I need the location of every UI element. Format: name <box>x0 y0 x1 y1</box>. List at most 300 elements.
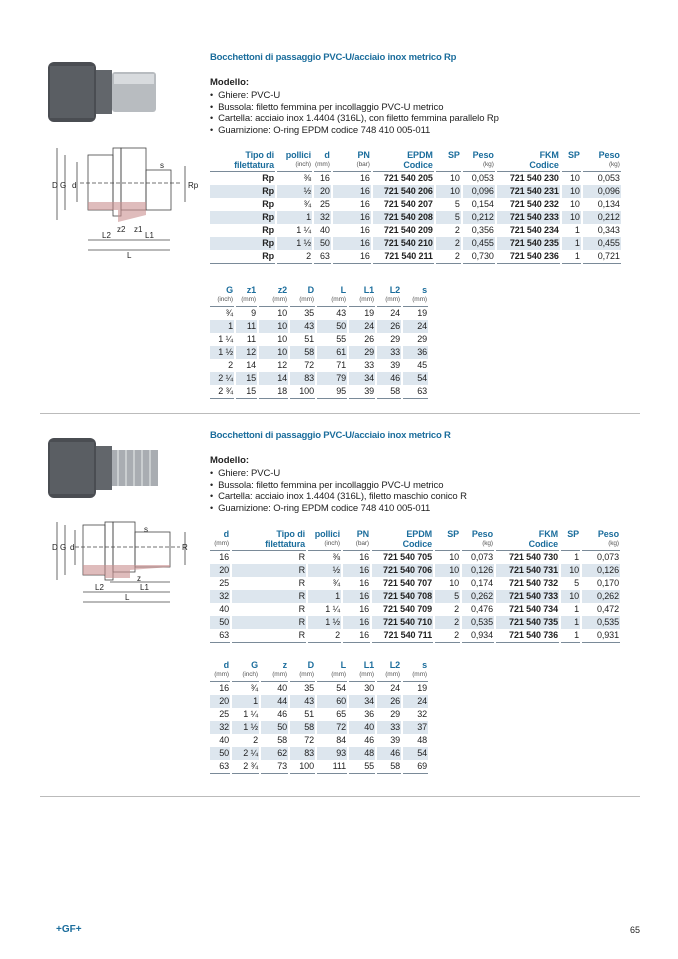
column-header-label: z1 <box>246 285 256 295</box>
table-header-row <box>210 285 428 307</box>
table-cell: 54 <box>336 683 346 693</box>
diagram-label-L: L <box>125 593 130 602</box>
column-header <box>210 529 230 551</box>
table-cell: 721 540 706 <box>372 564 433 577</box>
table-cell: 71 <box>336 360 346 370</box>
table-cell: 721 540 709 <box>383 604 432 614</box>
table-cell: 32 <box>210 721 230 734</box>
table-cell: 30 <box>364 683 374 693</box>
column-header-label: G <box>251 660 258 670</box>
column-header-label: PN <box>356 529 369 539</box>
table-cell: 721 540 731 <box>496 564 559 577</box>
column-header <box>435 529 460 551</box>
table-cell: 33 <box>377 346 401 359</box>
column-header-label: Peso <box>471 529 493 539</box>
column-header-label: L1 <box>363 660 374 670</box>
column-header <box>290 285 315 307</box>
table-cell: 1 ½ <box>232 721 259 734</box>
table-cell: 1 ½ <box>277 237 312 250</box>
table-cell: 16 <box>343 564 370 577</box>
column-header <box>403 285 428 307</box>
table-cell: 12 <box>277 360 287 370</box>
table-cell: 721 540 211 <box>373 250 434 264</box>
table-cell: 1 <box>561 629 580 643</box>
table-cell: 1 <box>308 590 341 603</box>
diagram-label-d: d <box>70 543 75 552</box>
model-bullet: • Ghiere: PVC-U <box>210 90 499 102</box>
table-cell: 16 <box>343 590 370 603</box>
table-cell: 721 540 710 <box>372 616 433 629</box>
table-cell: 2 ¾ <box>210 385 234 399</box>
table-cell: 16 <box>359 199 370 209</box>
table-cell: 5 <box>435 590 460 603</box>
table-cell: R <box>232 629 306 643</box>
table-cell: 10 <box>277 308 287 318</box>
column-header <box>562 150 581 172</box>
table-cell: R <box>298 552 305 562</box>
table-cell: 24 <box>403 695 428 708</box>
table-cell: 63 <box>314 250 331 264</box>
table-cell: 0,212 <box>583 211 621 224</box>
table-cell: 24 <box>403 320 428 333</box>
table-cell: 43 <box>290 695 315 708</box>
diagram-label-G: G <box>60 543 67 552</box>
table-cell: 721 540 708 <box>372 590 433 603</box>
table-cell: 10 <box>449 173 460 183</box>
table-row <box>210 237 621 250</box>
section-divider <box>40 413 640 414</box>
table-cell: 721 540 707 <box>383 578 432 588</box>
table-cell: 50 <box>317 320 347 333</box>
column-header-sublabel: (mm) <box>214 540 229 547</box>
column-header-label: SP <box>567 529 579 539</box>
product-codes-table-rp <box>208 150 623 264</box>
table-row <box>210 590 620 603</box>
column-header <box>373 150 434 172</box>
table-row <box>210 747 428 760</box>
column-header-sublabel: (kg) <box>482 540 493 547</box>
table-cell: 1 ¼ <box>296 225 311 235</box>
column-header-sublabel: (bar) <box>356 161 370 168</box>
table-cell: 1 ¼ <box>325 604 340 614</box>
table-cell: ½ <box>308 564 341 577</box>
table-cell: 2 ¼ <box>210 372 234 385</box>
table-cell: 72 <box>304 360 314 370</box>
table-cell: 10 <box>562 211 581 224</box>
page-number: 65 <box>630 925 641 935</box>
column-header-label: pollici <box>314 529 340 539</box>
column-header-sublabel <box>437 160 460 170</box>
table-cell: 0,174 <box>470 578 493 588</box>
table-cell: 19 <box>364 308 374 318</box>
column-header <box>462 529 494 551</box>
table-cell: 721 540 711 <box>372 629 433 643</box>
table-cell: 1 ½ <box>308 616 341 629</box>
table-cell: R <box>232 616 306 629</box>
column-header-label: z2 <box>277 285 287 295</box>
table-cell: 10 <box>562 185 581 198</box>
section-title: Bocchettoni di passaggio PVC-U/acciaio inox metrico Rp <box>210 52 457 63</box>
table-cell: 20 <box>210 695 230 708</box>
table-cell: 721 540 236 <box>497 250 560 264</box>
table-cell: 34 <box>349 695 375 708</box>
table-cell: 0,053 <box>597 173 620 183</box>
column-header <box>314 150 331 172</box>
table-cell: 43 <box>336 308 346 318</box>
section-title: Bocchettoni di passaggio PVC-U/acciaio inox metrico R <box>210 430 451 441</box>
table-cell: 2 <box>435 629 460 643</box>
table-row <box>210 629 620 643</box>
column-header-label: s <box>422 660 427 670</box>
table-cell: 0,126 <box>462 564 494 577</box>
column-header <box>277 150 312 172</box>
table-cell: 25 <box>219 709 229 719</box>
table-row <box>210 307 428 320</box>
table-cell: 33 <box>377 721 401 734</box>
table-row <box>210 185 621 198</box>
column-header-label: L2 <box>389 660 400 670</box>
diagram-label-thread: Rp <box>188 181 199 190</box>
table-cell: 18 <box>259 385 288 399</box>
table-cell: 100 <box>290 760 315 774</box>
table-cell: 40 <box>219 604 229 614</box>
table-cell: 721 540 209 <box>383 225 433 235</box>
table-cell: 16 <box>343 616 370 629</box>
column-header-label: D <box>307 285 314 295</box>
table-row <box>210 616 620 629</box>
column-header-label: L <box>340 660 346 670</box>
table-cell: 721 540 210 <box>373 237 434 250</box>
table-cell: 48 <box>417 735 427 745</box>
column-header-sublabel: (mm) <box>412 671 427 678</box>
column-header-label: d <box>223 660 229 670</box>
table-cell: 0,934 <box>462 629 494 643</box>
column-header-label: Peso <box>597 529 619 539</box>
dimension-diagram-rp <box>40 140 200 260</box>
column-header-label: z <box>282 660 287 670</box>
table-cell: 12 <box>236 346 257 359</box>
table-cell: 35 <box>304 683 314 693</box>
table-cell: 9 <box>251 308 256 318</box>
table-row <box>210 346 428 359</box>
diagram-label-s: s <box>160 161 164 170</box>
table-row <box>210 603 620 616</box>
column-header-sublabel: (inch) <box>242 671 258 678</box>
column-header-sublabel: Codice <box>403 160 433 170</box>
model-heading: Modello: <box>210 77 250 88</box>
table-cell: 16 <box>319 173 330 183</box>
table-cell: 58 <box>290 346 315 359</box>
model-bullet: • Guarnizione: O-ring EPDM codice 748 410 005-011 <box>210 125 499 137</box>
table-cell: 16 <box>359 604 369 614</box>
column-header <box>403 660 428 682</box>
table-header-row <box>210 150 621 172</box>
column-header-label: FKM <box>539 150 559 160</box>
column-header <box>333 150 371 172</box>
table-cell: 721 540 205 <box>383 173 433 183</box>
table-cell: 26 <box>364 334 374 344</box>
table-cell: 54 <box>403 372 428 385</box>
table-cell: 2 <box>435 616 460 629</box>
product-photo-r <box>40 428 170 508</box>
table-cell: 51 <box>304 334 314 344</box>
table-cell: 2 <box>308 629 341 643</box>
table-cell: 721 540 208 <box>373 211 434 224</box>
model-bullet: • Guarnizione: O-ring EPDM codice 748 410 005-011 <box>210 503 467 515</box>
table-cell: 15 <box>236 372 257 385</box>
table-cell: 39 <box>390 360 400 370</box>
table-cell: 0,455 <box>463 237 495 250</box>
column-header-sublabel <box>436 539 459 549</box>
table-cell: 721 540 230 <box>509 173 559 183</box>
column-header-label: FKM <box>538 529 558 539</box>
table-cell: Rp <box>210 211 275 224</box>
table-row <box>210 708 428 721</box>
table-cell: 1 <box>562 237 581 250</box>
column-header-sublabel: (mm) <box>385 671 400 678</box>
column-header-label: EPDM <box>406 529 432 539</box>
table-cell: 1 <box>574 225 580 235</box>
table-cell: 0,053 <box>471 173 494 183</box>
table-cell: 34 <box>349 372 375 385</box>
table-cell: 33 <box>364 360 374 370</box>
table-cell: 2 ¾ <box>232 760 259 774</box>
table-row <box>210 760 428 774</box>
table-cell: ¾ <box>332 578 340 588</box>
product-photo-rp <box>40 52 170 132</box>
table-cell: 0,356 <box>471 225 494 235</box>
table-cell: 79 <box>317 372 347 385</box>
table-cell: 29 <box>417 334 427 344</box>
table-cell: 95 <box>317 385 347 399</box>
table-cell: 721 540 207 <box>383 199 433 209</box>
table-cell: 39 <box>390 735 400 745</box>
table-cell: 46 <box>364 735 374 745</box>
table-cell: 10 <box>436 185 461 198</box>
table-cell: 2 <box>454 604 459 614</box>
table-cell: 721 540 233 <box>497 211 560 224</box>
table-cell: ¾ <box>250 683 258 693</box>
column-header-sublabel: (inch) <box>324 540 340 547</box>
diagram-label-thread: R <box>182 543 188 552</box>
table-cell: 40 <box>319 225 330 235</box>
column-header <box>210 660 230 682</box>
diagram-label-z2: z2 <box>117 225 126 234</box>
table-cell: 62 <box>261 747 288 760</box>
table-cell: 51 <box>304 709 314 719</box>
column-header <box>496 529 559 551</box>
column-header-sublabel: (mm) <box>299 296 314 303</box>
table-row <box>210 198 621 211</box>
column-header-label: SP <box>447 529 459 539</box>
table-cell: 36 <box>403 346 428 359</box>
table-cell: 32 <box>314 211 331 224</box>
column-header-label: pollici <box>285 150 311 160</box>
table-cell: 10 <box>561 590 580 603</box>
table-cell: 20 <box>210 564 230 577</box>
table-cell: 10 <box>561 564 580 577</box>
table-cell: 40 <box>349 721 375 734</box>
table-cell: 1 <box>561 616 580 629</box>
table-cell: 29 <box>390 334 400 344</box>
column-header <box>317 660 347 682</box>
column-header-label: Tipo di <box>276 529 305 539</box>
diagram-label-L2: L2 <box>95 583 104 592</box>
table-cell: 0,472 <box>596 604 619 614</box>
column-header-sublabel: filettatura <box>265 539 305 549</box>
table-cell: 16 <box>359 578 369 588</box>
column-header <box>436 150 461 172</box>
table-cell: 73 <box>261 760 288 774</box>
diagram-label-d: d <box>72 181 77 190</box>
column-header <box>377 285 401 307</box>
table-cell: 11 <box>246 334 256 344</box>
table-cell: 16 <box>333 185 371 198</box>
table-cell: Rp <box>262 199 274 209</box>
column-header-sublabel <box>563 160 580 170</box>
table-cell: 2 <box>253 735 258 745</box>
column-header-sublabel: (inch) <box>295 161 311 168</box>
table-cell: 16 <box>359 552 369 562</box>
table-cell: 40 <box>277 683 287 693</box>
table-cell: 721 540 235 <box>497 237 560 250</box>
table-cell: 48 <box>349 747 375 760</box>
column-header-sublabel: Codice <box>402 539 432 549</box>
column-header-sublabel: (mm) <box>385 296 400 303</box>
table-cell: 83 <box>290 747 315 760</box>
table-cell: ⅜ <box>303 173 311 183</box>
table-cell: 721 540 732 <box>509 578 558 588</box>
table-cell: 25 <box>319 199 330 209</box>
table-cell: 55 <box>336 334 346 344</box>
table-cell: 10 <box>449 552 459 562</box>
table-cell: 84 <box>336 735 346 745</box>
table-cell: 0,262 <box>582 590 620 603</box>
table-cell: 0,535 <box>582 616 620 629</box>
table-cell: 20 <box>314 185 331 198</box>
diagram-label-L1: L1 <box>145 231 154 240</box>
table-row <box>210 682 428 695</box>
table-cell: 50 <box>210 747 230 760</box>
column-header-label: SP <box>567 150 580 160</box>
table-cell: 50 <box>314 237 331 250</box>
table-cell: 2 ¼ <box>232 747 259 760</box>
table-cell: 10 <box>569 173 580 183</box>
model-bullet: • Cartella: acciaio inox 1.4404 (316L), filetto maschio conico R <box>210 491 467 503</box>
table-cell: 16 <box>333 237 371 250</box>
table-row <box>210 372 428 385</box>
column-header-sublabel: (kg) <box>608 540 619 547</box>
table-cell: 721 540 206 <box>373 185 434 198</box>
column-header-sublabel: (mm) <box>331 671 346 678</box>
table-cell: 721 540 234 <box>509 225 559 235</box>
column-header-sublabel: (mm) <box>214 671 229 678</box>
table-cell: 2 <box>228 360 233 370</box>
column-header-label: Tipo di <box>245 150 274 160</box>
table-cell: 1 ½ <box>210 346 234 359</box>
table-cell: 35 <box>304 308 314 318</box>
table-cell: 61 <box>317 346 347 359</box>
column-header-sublabel: (kg) <box>608 161 620 168</box>
table-cell: 63 <box>210 629 230 643</box>
table-cell: 5 <box>436 211 461 224</box>
column-header <box>561 529 580 551</box>
column-header <box>463 150 495 172</box>
column-header <box>210 150 275 172</box>
table-cell: 24 <box>390 683 400 693</box>
table-cell: 0,154 <box>471 199 494 209</box>
table-cell: 10 <box>259 346 288 359</box>
table-cell: 46 <box>377 372 401 385</box>
column-header-sublabel: (mm) <box>241 296 256 303</box>
table-cell: 40 <box>219 735 229 745</box>
table-row <box>210 224 621 237</box>
table-cell: 1 <box>210 320 234 333</box>
table-cell: Rp <box>262 173 274 183</box>
table-cell: ¾ <box>303 199 311 209</box>
table-cell: 721 540 232 <box>509 199 559 209</box>
column-header-label: L2 <box>389 285 400 295</box>
table-cell: 5 <box>574 578 579 588</box>
table-cell: 58 <box>377 760 401 774</box>
table-cell: 83 <box>290 372 315 385</box>
table-cell: 16 <box>333 250 371 264</box>
table-cell: R <box>232 564 306 577</box>
table-cell: Rp <box>262 225 274 235</box>
table-cell: 15 <box>236 385 257 399</box>
table-cell: Rp <box>210 185 275 198</box>
dimensions-table-r <box>208 660 430 774</box>
column-header-sublabel: (mm) <box>359 296 374 303</box>
model-bullet: • Bussola: filetto femmina per incollaggio PVC-U metrico <box>210 480 467 492</box>
column-header-sublabel: (mm) <box>272 296 287 303</box>
table-row <box>210 564 620 577</box>
table-row <box>210 695 428 708</box>
table-cell: 10 <box>277 334 287 344</box>
model-heading: Modello: <box>210 455 250 466</box>
table-cell: 16 <box>343 629 370 643</box>
table-cell: 16 <box>359 173 370 183</box>
column-header-label: s <box>422 285 427 295</box>
dimensions-table-rp <box>208 285 430 399</box>
table-cell: 721 540 736 <box>496 629 559 643</box>
diagram-label-z: z <box>137 574 141 583</box>
table-cell: 25 <box>219 578 229 588</box>
table-cell: 0,535 <box>462 616 494 629</box>
table-cell: 721 540 735 <box>496 616 559 629</box>
table-cell: 16 <box>219 552 229 562</box>
column-header-label: G <box>226 285 233 295</box>
column-header-sublabel: Codice <box>529 160 559 170</box>
table-cell: R <box>232 590 306 603</box>
table-cell: 11 <box>236 320 257 333</box>
table-cell: 14 <box>259 372 288 385</box>
column-header-label: D <box>307 660 314 670</box>
table-cell: 0,721 <box>583 250 621 264</box>
column-header <box>308 529 341 551</box>
table-cell: 36 <box>364 709 374 719</box>
table-cell: 0,134 <box>597 199 620 209</box>
table-cell: 1 ¼ <box>243 709 258 719</box>
table-cell: 55 <box>349 760 375 774</box>
table-cell: 10 <box>569 199 580 209</box>
table-cell: 10 <box>449 578 459 588</box>
table-row <box>210 359 428 372</box>
column-header-sublabel: (bar) <box>355 540 369 547</box>
table-cell: 1 <box>574 552 579 562</box>
section-divider <box>40 796 640 797</box>
table-cell: 16 <box>333 211 371 224</box>
